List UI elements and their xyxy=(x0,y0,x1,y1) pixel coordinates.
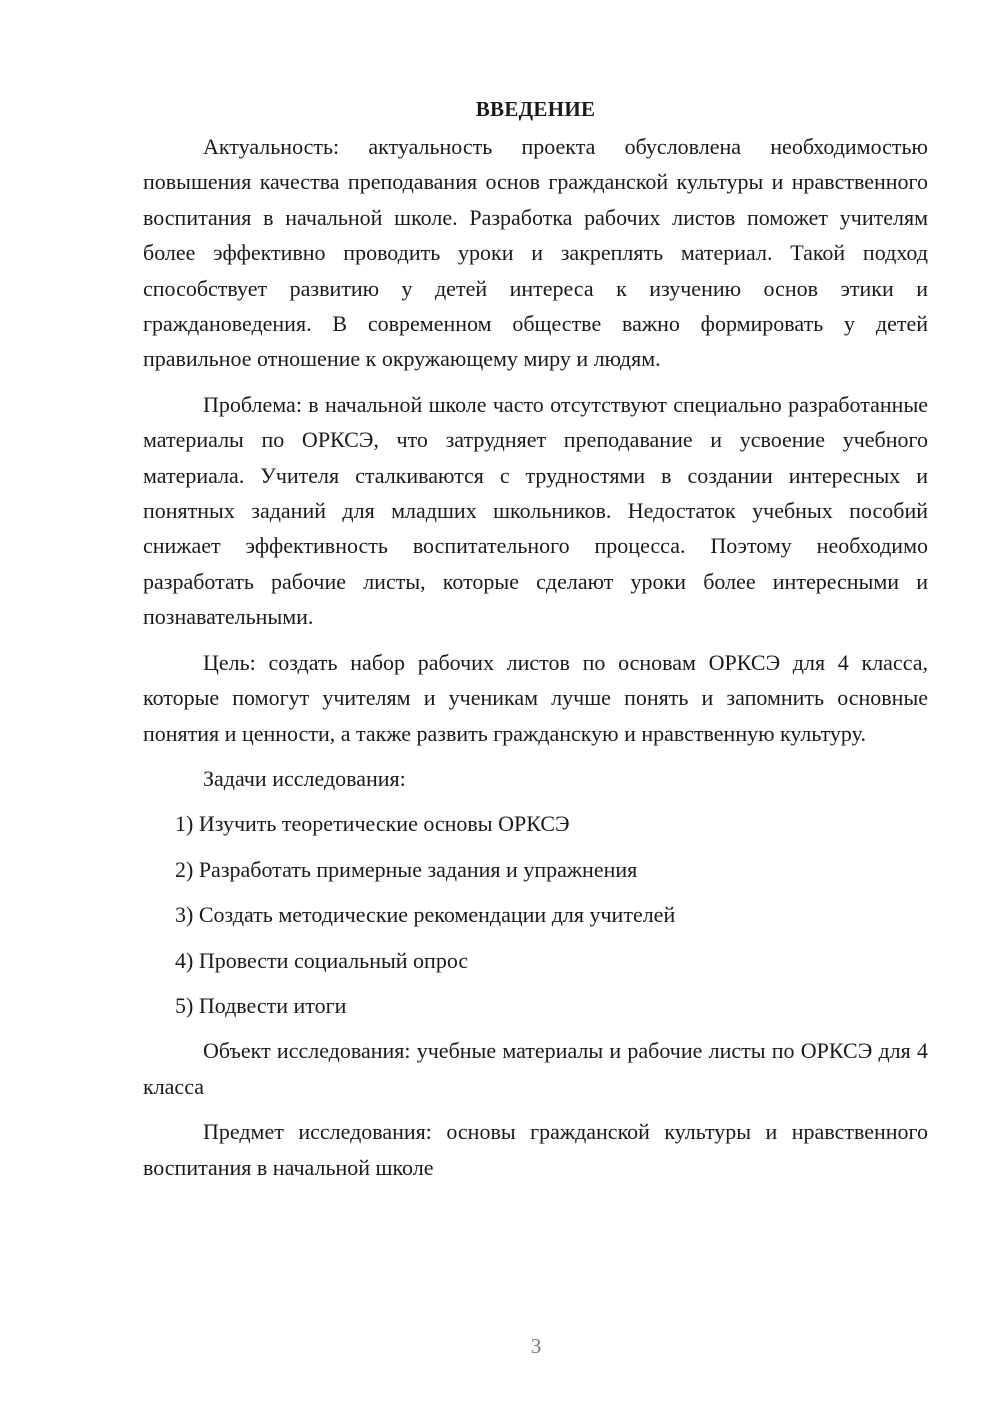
page-number: 3 xyxy=(530,1334,542,1358)
page-content xyxy=(143,92,928,1195)
research-subject-paragraph: Предмет исследования: основы гражданской культуры и нравственного воспитания в начальной школе xyxy=(143,1119,928,1180)
task-item: 2) Разработать примерные задания и упражнения xyxy=(175,856,638,882)
task-item: 1) Изучить теоретические основы ОРКСЭ xyxy=(175,811,570,837)
section-title: ВВЕДЕНИЕ xyxy=(475,97,596,121)
relevance-paragraph: Актуальность: актуальность проекта обусловлена необходимостью повышения качества преподавания основ гражданской культуры и нравственного воспитания в начальной школе. Разработка рабочих листов поможет учителям более эффективно проводить уроки и закреплять материал. Такой подход способствует развитию у детей интереса к изучению основ этики и граждановедения. В современном обществе важно формировать у детей правильное отношение к окружающему миру и людям. xyxy=(143,134,928,372)
research-object-paragraph: Объект исследования: учебные материалы и рабочие листы по ОРКСЭ для 4 класса xyxy=(143,1038,928,1099)
task-item: 5) Подвести итоги xyxy=(175,992,347,1018)
problem-paragraph: Проблема: в начальной школе часто отсутствуют специально разработанные материалы по ОРКСЭ, что затрудняет преподавание и усвоение учебного материала. Учителя сталкиваются с трудностями в создании интересных и понятных заданий для младших школьников. Недостаток учебных пособий снижает эффективность воспитательного процесса. Поэтому необходимо разработать рабочие листы, которые сделают уроки более интересными и познавательными. xyxy=(143,391,928,630)
tasks-heading: Задачи исследования: xyxy=(203,765,406,791)
task-item: 3) Создать методические рекомендации для учителей xyxy=(175,902,676,928)
goal-paragraph: Цель: создать набор рабочих листов по основам ОРКСЭ для 4 класса, которые помогут учителям и ученикам лучше понять и запомнить основные понятия и ценности, а также развить гражданскую и нравственную культуру. xyxy=(143,649,928,746)
tasks-list xyxy=(143,806,928,1023)
task-item: 4) Провести социальный опрос xyxy=(175,947,469,973)
